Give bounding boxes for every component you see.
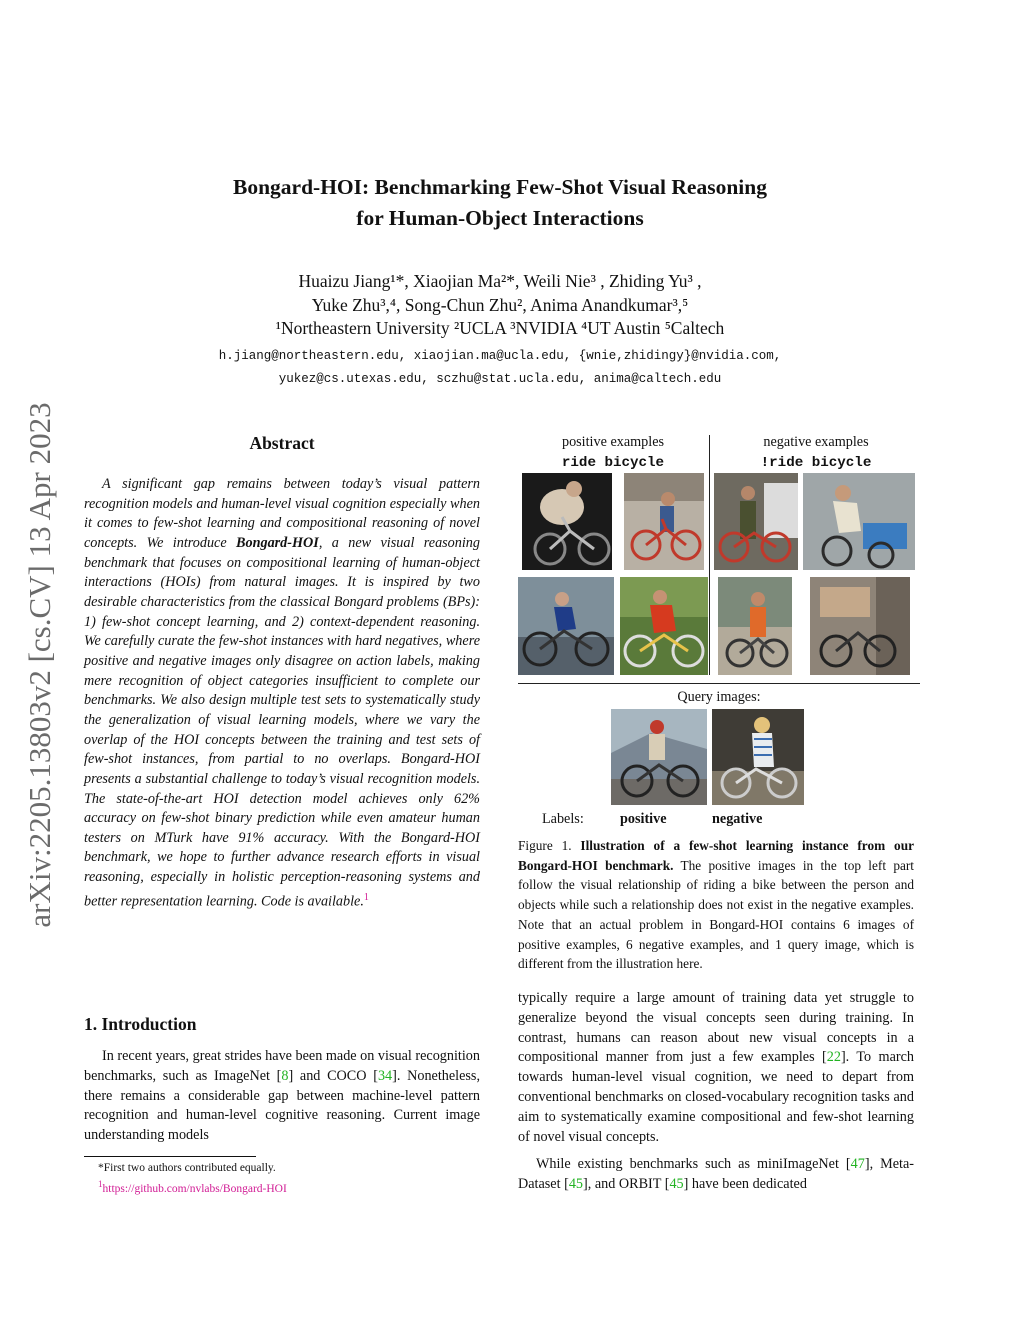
title-line-2: for Human-Object Interactions	[356, 206, 644, 230]
emails-line-1: h.jiang@northeastern.edu, xiaojian.ma@ucla.edu, {wnie,zhidingy}@nvidia.com,	[218, 349, 782, 363]
github-link[interactable]: https://github.com/nvlabs/Bongard-HOI	[102, 1182, 287, 1195]
citation-link[interactable]: 45	[669, 1175, 684, 1192]
negative-image-2	[803, 473, 915, 570]
right2-text-c: ], and ORBIT [	[583, 1175, 670, 1192]
right-text-b: ]. To march towards human-level visual cognition, we need to depart from conventional benchmarks on closed-vocabulary recognition tasks and aim to systematically examine compositional and few-shot learning of novel visual concepts.	[518, 1049, 915, 1145]
abstract-text-pre: A significant gap remains between today’s visual pattern recognition models and human-level visual cognition especially when it comes to few-shot learning and compositional reasoning of novel concepts. We introduce	[84, 476, 480, 551]
positive-image-3	[518, 577, 614, 675]
arxiv-stamp	[18, 355, 62, 975]
negative-examples-label: negative examples	[763, 434, 869, 450]
caption-bold: Illustration of a few-shot learning instance from our Bongard-HOI benchmark.	[518, 838, 914, 873]
figure-column-divider	[709, 435, 710, 675]
positive-image-4	[620, 577, 708, 675]
citation-link[interactable]: 8	[281, 1067, 289, 1084]
email-block	[0, 345, 1000, 391]
citation-link[interactable]: 45	[568, 1175, 584, 1192]
figure-caption	[518, 836, 914, 974]
right2-text-d: ] have been dedicated	[683, 1175, 807, 1192]
abstract-benchmark-name: Bongard-HOI	[236, 534, 319, 551]
right-text-a: typically require a large amount of training data yet struggle to generalize beyond the visual concepts seen during training. In contrast, humans can reason about new visual concepts in a compositional manner from just a few examples [	[518, 990, 914, 1066]
footnote-code-link	[84, 1176, 287, 1197]
footnote-mark: 1	[98, 1179, 103, 1189]
abstract-text-post: , a new visual reasoning benchmark that focuses on compositional learning of human-object interactions (HOIs) from natural images. It is inspired by two desirable characteristics from the classical Bongard problems (BPs): 1) few-shot concept learning, and 2) context-dependent reasoning. We carefully curate the few-shot instances with hard negatives, where positive and negative images only disagree on action labels, making mere recognition of object categories insufficient to complete our benchmarks. We also design multiple test sets to systematically study the generalization of visual learning models, where we vary the overlap of the HOI concepts between the training and test sets of few-shot instances, from partial to no overlaps. Bongard-HOI presents a substantial challenge to today’s visual recognition models. The state-of-the-art HOI detection model achieves only 62% accuracy on few-shot binary prediction while even amateur human testers on MTurk have 91% accuracy. With the Bongard-HOI benchmark, we hope to further advance research efforts in visual reasoning, especially in holistic perception-reasoning systems and better representation learning. Code is available.	[84, 534, 480, 910]
caption-prefix: Figure 1.	[518, 838, 581, 853]
arxiv-id: arXiv:2205.13803v2 [cs.CV] 13 Apr 2023	[22, 402, 57, 928]
footnote-equal-contrib: *First two authors contributed equally.	[98, 1162, 276, 1174]
figure-row-divider	[518, 683, 920, 684]
query-label-negative: negative	[712, 811, 763, 827]
authors-line-2: Yuke Zhu³,⁴, Song-Chun Zhu², Anima Anandkumar³,⁵	[311, 294, 689, 315]
intro-heading: 1. Introduction	[84, 1014, 197, 1034]
intro-text-a: In recent years, great strides have been made on visual recognition benchmarks, such as ImageNet [	[84, 1048, 480, 1084]
abstract-body	[84, 475, 480, 912]
footnote-divider	[84, 1156, 256, 1157]
query-image-2	[712, 709, 804, 805]
right2-text-a: While existing benchmarks such as miniImageNet [	[536, 1156, 851, 1172]
positive-concept-code: ride bicycle	[561, 455, 665, 471]
citation-link[interactable]: 22	[826, 1049, 841, 1066]
title-line-1: Bongard-HOI: Benchmarking Few-Shot Visual Reasoning	[233, 175, 767, 199]
citation-link[interactable]: 34	[377, 1067, 393, 1084]
citation-link[interactable]: 47	[850, 1156, 865, 1172]
right-paragraph-1	[518, 989, 914, 1147]
right2-text-b: ], Meta-Dataset [	[518, 1156, 914, 1192]
abstract-heading: Abstract	[249, 433, 315, 453]
right-paragraph-2	[518, 1155, 914, 1195]
caption-text: The positive images in the top left part follow the visual relationship of riding a bike between the person and objects while such a relationship does not exist in the negative examples. Note that an actual problem in Bongard-HOI contains 6 images of positive examples, 6 negative examples, and 1 query image, which is different from the illustration here.	[518, 857, 914, 972]
query-images-label: Query images:	[677, 689, 761, 705]
footnotes	[84, 1160, 287, 1197]
authors-line-1: Huaizu Jiang¹*, Xiaojian Ma²*, Weili Nie³ , Zhiding Yu³ ,	[298, 271, 702, 291]
abstract-footnote-mark[interactable]: 1	[363, 891, 369, 903]
affiliations: ¹Northeastern University ²UCLA ³NVIDIA ⁴UT Austin ⁵Caltech	[275, 318, 725, 338]
positive-image-1	[522, 473, 612, 570]
intro-text-c: ]. Nonetheless, there remains a considerable gap between machine-level pattern recognition and human-level cognitive reasoning. Current image understanding models	[84, 1067, 481, 1144]
negative-image-1	[714, 473, 798, 570]
labels-prefix: Labels:	[542, 811, 584, 827]
query-image-1	[611, 709, 707, 805]
negative-image-3	[718, 577, 792, 675]
intro-paragraph	[84, 1047, 480, 1146]
emails-line-2: yukez@cs.utexas.edu, sczhu@stat.ucla.edu, anima@caltech.edu	[278, 372, 722, 386]
positive-image-2	[624, 473, 704, 570]
query-label-positive: positive	[620, 811, 667, 827]
negative-concept-code: !ride bicycle	[760, 455, 872, 471]
paper-title	[0, 172, 1000, 234]
positive-examples-label: positive examples	[561, 434, 665, 450]
negative-image-4	[810, 577, 910, 675]
intro-text-b: ] and COCO [	[288, 1067, 378, 1084]
author-block	[0, 270, 1000, 341]
